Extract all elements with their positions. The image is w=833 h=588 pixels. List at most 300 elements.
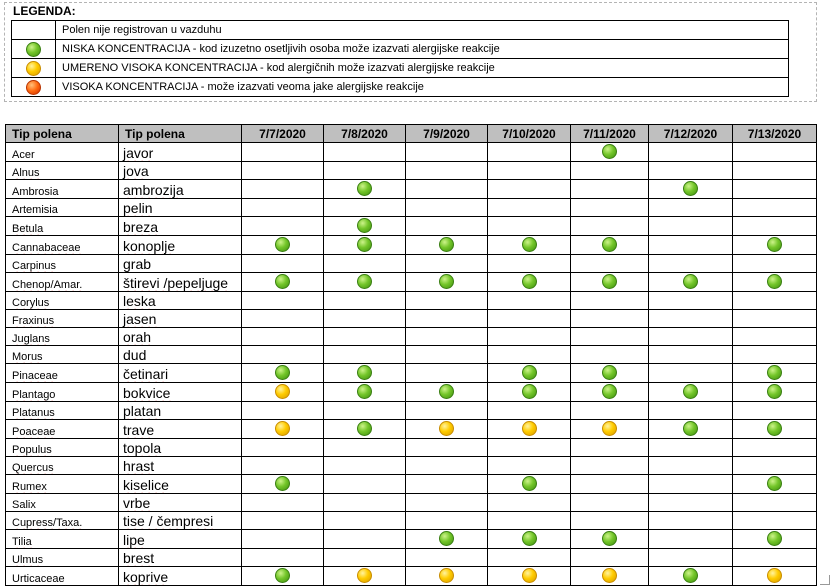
low-concentration-dot bbox=[275, 237, 290, 252]
local-name: lipe bbox=[123, 532, 145, 548]
latin-name-cell bbox=[6, 364, 119, 383]
low-concentration-dot bbox=[357, 421, 372, 436]
concentration-cell bbox=[571, 236, 649, 255]
concentration-cell bbox=[649, 310, 733, 328]
concentration-cell bbox=[649, 346, 733, 364]
local-name: orah bbox=[123, 329, 152, 345]
medium-concentration-dot bbox=[275, 421, 290, 436]
local-name: dud bbox=[123, 347, 147, 363]
legend-swatch-cell bbox=[12, 59, 56, 78]
table-row bbox=[6, 292, 817, 310]
latin-name: Morus bbox=[12, 351, 43, 363]
concentration-cell bbox=[733, 143, 817, 162]
latin-name: Urticaceae bbox=[12, 573, 65, 585]
concentration-cell bbox=[649, 420, 733, 439]
concentration-cell bbox=[488, 199, 571, 217]
concentration-cell bbox=[324, 346, 406, 364]
low-concentration-dot bbox=[439, 274, 454, 289]
local-name: koprive bbox=[123, 569, 169, 585]
concentration-cell bbox=[488, 310, 571, 328]
concentration-cell bbox=[733, 346, 817, 364]
header-local-name: Tip polena bbox=[119, 125, 242, 143]
latin-name: Juglans bbox=[12, 333, 50, 345]
concentration-cell bbox=[324, 143, 406, 162]
latin-name: Cupress/Taxa. bbox=[12, 517, 83, 529]
concentration-cell bbox=[733, 236, 817, 255]
concentration-cell bbox=[649, 530, 733, 549]
latin-name-cell bbox=[6, 512, 119, 530]
latin-name-cell bbox=[6, 199, 119, 217]
concentration-cell bbox=[242, 328, 324, 346]
concentration-cell bbox=[324, 420, 406, 439]
concentration-cell bbox=[571, 273, 649, 292]
concentration-cell bbox=[406, 457, 488, 475]
concentration-cell bbox=[324, 457, 406, 475]
concentration-cell bbox=[571, 494, 649, 512]
local-name-cell bbox=[119, 310, 242, 328]
concentration-cell bbox=[649, 255, 733, 273]
low-concentration-dot bbox=[683, 568, 698, 583]
concentration-cell bbox=[488, 162, 571, 180]
concentration-cell bbox=[733, 255, 817, 273]
latin-name: Chenop/Amar. bbox=[12, 279, 83, 291]
table-row bbox=[6, 512, 817, 530]
legend-text: Polen nije registrovan u vazduhu bbox=[56, 21, 789, 40]
concentration-cell bbox=[324, 273, 406, 292]
concentration-cell bbox=[488, 364, 571, 383]
concentration-cell bbox=[488, 143, 571, 162]
low-concentration-dot bbox=[357, 274, 372, 289]
latin-name-cell bbox=[6, 457, 119, 475]
concentration-cell bbox=[488, 567, 571, 586]
low-concentration-dot bbox=[522, 274, 537, 289]
local-name: jova bbox=[123, 163, 149, 179]
local-name: bokvice bbox=[123, 385, 171, 401]
concentration-cell bbox=[488, 475, 571, 494]
legend-swatch-cell bbox=[12, 78, 56, 97]
latin-name-cell bbox=[6, 180, 119, 199]
concentration-cell bbox=[242, 364, 324, 383]
local-name: trave bbox=[123, 422, 155, 438]
latin-name-cell bbox=[6, 549, 119, 567]
concentration-cell bbox=[488, 439, 571, 457]
concentration-cell bbox=[488, 217, 571, 236]
local-name: hrast bbox=[123, 458, 155, 474]
table-row bbox=[6, 420, 817, 439]
local-name: topola bbox=[123, 440, 162, 456]
table-header-row bbox=[6, 125, 817, 143]
concentration-cell bbox=[733, 310, 817, 328]
low-concentration-dot bbox=[767, 531, 782, 546]
concentration-cell bbox=[488, 530, 571, 549]
latin-name-cell bbox=[6, 143, 119, 162]
medium-concentration-dot bbox=[522, 421, 537, 436]
latin-name: Betula bbox=[12, 223, 44, 235]
concentration-cell bbox=[242, 273, 324, 292]
local-name: kiselice bbox=[123, 477, 169, 493]
concentration-cell bbox=[733, 420, 817, 439]
concentration-cell bbox=[649, 567, 733, 586]
latin-name-cell bbox=[6, 567, 119, 586]
latin-name-cell bbox=[6, 292, 119, 310]
low-concentration-dot bbox=[357, 384, 372, 399]
concentration-cell bbox=[406, 180, 488, 199]
concentration-cell bbox=[571, 346, 649, 364]
table-row bbox=[6, 217, 817, 236]
medium-concentration-dot bbox=[439, 568, 454, 583]
concentration-cell bbox=[242, 439, 324, 457]
concentration-cell bbox=[488, 328, 571, 346]
latin-name-cell bbox=[6, 475, 119, 494]
table-row bbox=[6, 143, 817, 162]
latin-name: Acer bbox=[12, 149, 35, 161]
low-concentration-dot bbox=[357, 181, 372, 196]
concentration-cell bbox=[733, 439, 817, 457]
low-concentration-dot bbox=[522, 237, 537, 252]
concentration-cell bbox=[406, 273, 488, 292]
local-name: brest bbox=[123, 550, 155, 566]
latin-name: Plantago bbox=[12, 389, 56, 401]
latin-name-cell bbox=[6, 255, 119, 273]
page-corner-mark bbox=[820, 575, 830, 585]
concentration-cell bbox=[571, 180, 649, 199]
latin-name: Quercus bbox=[12, 462, 54, 474]
low-concentration-dot bbox=[439, 237, 454, 252]
concentration-cell bbox=[488, 549, 571, 567]
concentration-cell bbox=[242, 549, 324, 567]
local-name: breza bbox=[123, 219, 159, 235]
concentration-cell bbox=[649, 475, 733, 494]
concentration-cell bbox=[406, 512, 488, 530]
local-name-cell bbox=[119, 236, 242, 255]
low-concentration-dot bbox=[602, 274, 617, 289]
concentration-cell bbox=[242, 217, 324, 236]
local-name: jasen bbox=[123, 311, 157, 327]
concentration-cell bbox=[406, 328, 488, 346]
concentration-cell bbox=[324, 180, 406, 199]
concentration-cell bbox=[571, 420, 649, 439]
local-name-cell bbox=[119, 457, 242, 475]
low-concentration-dot bbox=[602, 531, 617, 546]
concentration-cell bbox=[733, 530, 817, 549]
concentration-cell bbox=[324, 199, 406, 217]
concentration-cell bbox=[324, 402, 406, 420]
legend-row bbox=[12, 59, 789, 78]
low-concentration-dot bbox=[767, 384, 782, 399]
header-date: 7/12/2020 bbox=[649, 125, 733, 143]
concentration-cell bbox=[242, 512, 324, 530]
concentration-cell bbox=[324, 549, 406, 567]
concentration-cell bbox=[488, 383, 571, 402]
low-concentration-dot bbox=[602, 384, 617, 399]
local-name: štirevi /pepeljuge bbox=[123, 275, 229, 291]
concentration-cell bbox=[406, 383, 488, 402]
local-name: četinari bbox=[123, 366, 169, 382]
concentration-cell bbox=[406, 549, 488, 567]
concentration-cell bbox=[571, 310, 649, 328]
low-concentration-dot bbox=[275, 274, 290, 289]
concentration-cell bbox=[571, 530, 649, 549]
local-name: javor bbox=[123, 145, 154, 161]
header-date: 7/8/2020 bbox=[324, 125, 406, 143]
local-name-cell bbox=[119, 383, 242, 402]
concentration-cell bbox=[733, 494, 817, 512]
low-concentration-dot bbox=[439, 531, 454, 546]
medium-concentration-dot bbox=[275, 384, 290, 399]
concentration-cell bbox=[324, 310, 406, 328]
concentration-cell bbox=[324, 567, 406, 586]
low-concentration-dot bbox=[683, 274, 698, 289]
concentration-cell bbox=[649, 162, 733, 180]
low-concentration-dot bbox=[275, 365, 290, 380]
latin-name: Salix bbox=[12, 499, 36, 511]
concentration-cell bbox=[242, 162, 324, 180]
concentration-cell bbox=[488, 402, 571, 420]
concentration-cell bbox=[242, 383, 324, 402]
concentration-cell bbox=[733, 475, 817, 494]
legend-row bbox=[12, 21, 789, 40]
table-row bbox=[6, 475, 817, 494]
local-name-cell bbox=[119, 549, 242, 567]
concentration-cell bbox=[571, 549, 649, 567]
local-name-cell bbox=[119, 346, 242, 364]
latin-name: Pinaceae bbox=[12, 370, 58, 382]
local-name-cell bbox=[119, 530, 242, 549]
concentration-cell bbox=[571, 199, 649, 217]
local-name-cell bbox=[119, 328, 242, 346]
local-name-cell bbox=[119, 180, 242, 199]
concentration-cell bbox=[649, 328, 733, 346]
low-concentration-dot bbox=[522, 384, 537, 399]
latin-name: Ambrosia bbox=[12, 186, 59, 198]
local-name: konoplje bbox=[123, 238, 176, 254]
concentration-cell bbox=[406, 402, 488, 420]
local-name-cell bbox=[119, 512, 242, 530]
local-name-cell bbox=[119, 255, 242, 273]
table-row bbox=[6, 364, 817, 383]
concentration-cell bbox=[488, 494, 571, 512]
concentration-cell bbox=[571, 292, 649, 310]
local-name: grab bbox=[123, 256, 152, 272]
concentration-cell bbox=[571, 402, 649, 420]
concentration-cell bbox=[649, 364, 733, 383]
table-row bbox=[6, 346, 817, 364]
concentration-cell bbox=[406, 162, 488, 180]
table-row bbox=[6, 236, 817, 255]
table-row bbox=[6, 567, 817, 586]
latin-name: Poaceae bbox=[12, 426, 56, 438]
local-name-cell bbox=[119, 292, 242, 310]
local-name-cell bbox=[119, 494, 242, 512]
concentration-cell bbox=[406, 199, 488, 217]
concentration-cell bbox=[488, 180, 571, 199]
local-name-cell bbox=[119, 567, 242, 586]
legend-table bbox=[11, 20, 789, 97]
concentration-cell bbox=[733, 328, 817, 346]
low-concentration-dot bbox=[767, 237, 782, 252]
concentration-cell bbox=[242, 292, 324, 310]
low-concentration-dot bbox=[275, 568, 290, 583]
concentration-cell bbox=[649, 402, 733, 420]
concentration-cell bbox=[406, 494, 488, 512]
local-name-cell bbox=[119, 364, 242, 383]
concentration-cell bbox=[406, 530, 488, 549]
header-date: 7/10/2020 bbox=[488, 125, 571, 143]
concentration-cell bbox=[649, 549, 733, 567]
local-name-cell bbox=[119, 402, 242, 420]
latin-name-cell bbox=[6, 530, 119, 549]
concentration-cell bbox=[571, 162, 649, 180]
local-name-cell bbox=[119, 439, 242, 457]
low-concentration-dot bbox=[767, 476, 782, 491]
concentration-cell bbox=[488, 255, 571, 273]
header-date: 7/7/2020 bbox=[242, 125, 324, 143]
low-concentration-dot bbox=[767, 365, 782, 380]
table-row bbox=[6, 199, 817, 217]
low-concentration-dot bbox=[522, 531, 537, 546]
low-concentration-dot bbox=[683, 181, 698, 196]
latin-name-cell bbox=[6, 236, 119, 255]
latin-name-cell bbox=[6, 402, 119, 420]
local-name-cell bbox=[119, 273, 242, 292]
low-concentration-dot bbox=[357, 218, 372, 233]
latin-name: Artemisia bbox=[12, 204, 58, 216]
concentration-cell bbox=[242, 255, 324, 273]
concentration-cell bbox=[733, 217, 817, 236]
concentration-cell bbox=[488, 420, 571, 439]
medium-concentration-dot bbox=[602, 421, 617, 436]
pollen-table bbox=[5, 124, 817, 586]
header-latin-name: Tip polena bbox=[6, 125, 119, 143]
concentration-cell bbox=[571, 475, 649, 494]
table-row bbox=[6, 439, 817, 457]
local-name: ambrozija bbox=[123, 182, 184, 198]
concentration-cell bbox=[242, 420, 324, 439]
local-name: tise / čempresi bbox=[123, 513, 214, 529]
concentration-cell bbox=[406, 346, 488, 364]
medium-concentration-dot bbox=[522, 568, 537, 583]
local-name-cell bbox=[119, 162, 242, 180]
concentration-cell bbox=[571, 439, 649, 457]
table-row bbox=[6, 328, 817, 346]
latin-name: Rumex bbox=[12, 481, 47, 493]
concentration-cell bbox=[406, 364, 488, 383]
low-concentration-dot bbox=[439, 384, 454, 399]
concentration-cell bbox=[242, 346, 324, 364]
latin-name: Tilia bbox=[12, 536, 32, 548]
header-date: 7/13/2020 bbox=[733, 125, 817, 143]
concentration-cell bbox=[649, 383, 733, 402]
concentration-cell bbox=[406, 255, 488, 273]
concentration-cell bbox=[324, 217, 406, 236]
concentration-cell bbox=[649, 217, 733, 236]
concentration-cell bbox=[733, 402, 817, 420]
concentration-cell bbox=[571, 567, 649, 586]
low-concentration-dot bbox=[602, 237, 617, 252]
table-row bbox=[6, 255, 817, 273]
latin-name-cell bbox=[6, 273, 119, 292]
concentration-cell bbox=[324, 255, 406, 273]
concentration-cell bbox=[242, 457, 324, 475]
concentration-cell bbox=[406, 475, 488, 494]
legend-text: UMERENO VISOKA KONCENTRACIJA - kod alergičnih može izazvati alergijske reakcije bbox=[56, 59, 789, 78]
local-name-cell bbox=[119, 217, 242, 236]
local-name: platan bbox=[123, 403, 162, 419]
concentration-cell bbox=[649, 199, 733, 217]
concentration-cell bbox=[733, 567, 817, 586]
concentration-cell bbox=[242, 236, 324, 255]
latin-name-cell bbox=[6, 346, 119, 364]
legend-low-dot bbox=[26, 42, 41, 57]
concentration-cell bbox=[571, 364, 649, 383]
concentration-cell bbox=[406, 439, 488, 457]
medium-concentration-dot bbox=[602, 568, 617, 583]
concentration-cell bbox=[488, 236, 571, 255]
header-date: 7/9/2020 bbox=[406, 125, 488, 143]
low-concentration-dot bbox=[767, 421, 782, 436]
concentration-cell bbox=[406, 310, 488, 328]
latin-name-cell bbox=[6, 439, 119, 457]
concentration-cell bbox=[488, 273, 571, 292]
table-row bbox=[6, 310, 817, 328]
latin-name-cell bbox=[6, 494, 119, 512]
low-concentration-dot bbox=[602, 365, 617, 380]
concentration-cell bbox=[488, 512, 571, 530]
concentration-cell bbox=[649, 439, 733, 457]
concentration-cell bbox=[649, 457, 733, 475]
low-concentration-dot bbox=[522, 476, 537, 491]
concentration-cell bbox=[488, 292, 571, 310]
concentration-cell bbox=[324, 439, 406, 457]
concentration-cell bbox=[649, 512, 733, 530]
concentration-cell bbox=[571, 328, 649, 346]
concentration-cell bbox=[324, 162, 406, 180]
legend-text: VISOKA KONCENTRACIJA - može izazvati veoma jake alergijske reakcije bbox=[56, 78, 789, 97]
concentration-cell bbox=[242, 310, 324, 328]
latin-name: Populus bbox=[12, 444, 52, 456]
concentration-cell bbox=[733, 512, 817, 530]
concentration-cell bbox=[488, 457, 571, 475]
concentration-cell bbox=[571, 143, 649, 162]
concentration-cell bbox=[324, 292, 406, 310]
latin-name-cell bbox=[6, 420, 119, 439]
local-name-cell bbox=[119, 143, 242, 162]
legend-swatch-cell bbox=[12, 21, 56, 40]
legend-row bbox=[12, 78, 789, 97]
latin-name: Alnus bbox=[12, 167, 40, 179]
concentration-cell bbox=[242, 530, 324, 549]
concentration-cell bbox=[649, 494, 733, 512]
concentration-cell bbox=[571, 255, 649, 273]
latin-name: Carpinus bbox=[12, 260, 57, 272]
concentration-cell bbox=[406, 217, 488, 236]
concentration-cell bbox=[242, 180, 324, 199]
concentration-cell bbox=[571, 383, 649, 402]
concentration-cell bbox=[649, 180, 733, 199]
concentration-cell bbox=[242, 475, 324, 494]
latin-name-cell bbox=[6, 310, 119, 328]
low-concentration-dot bbox=[767, 274, 782, 289]
low-concentration-dot bbox=[275, 476, 290, 491]
concentration-cell bbox=[324, 364, 406, 383]
low-concentration-dot bbox=[522, 365, 537, 380]
concentration-cell bbox=[324, 530, 406, 549]
latin-name: Cannabaceae bbox=[12, 242, 81, 254]
legend-title: LEGENDA: bbox=[13, 4, 76, 18]
medium-concentration-dot bbox=[357, 568, 372, 583]
table-row bbox=[6, 383, 817, 402]
concentration-cell bbox=[649, 236, 733, 255]
